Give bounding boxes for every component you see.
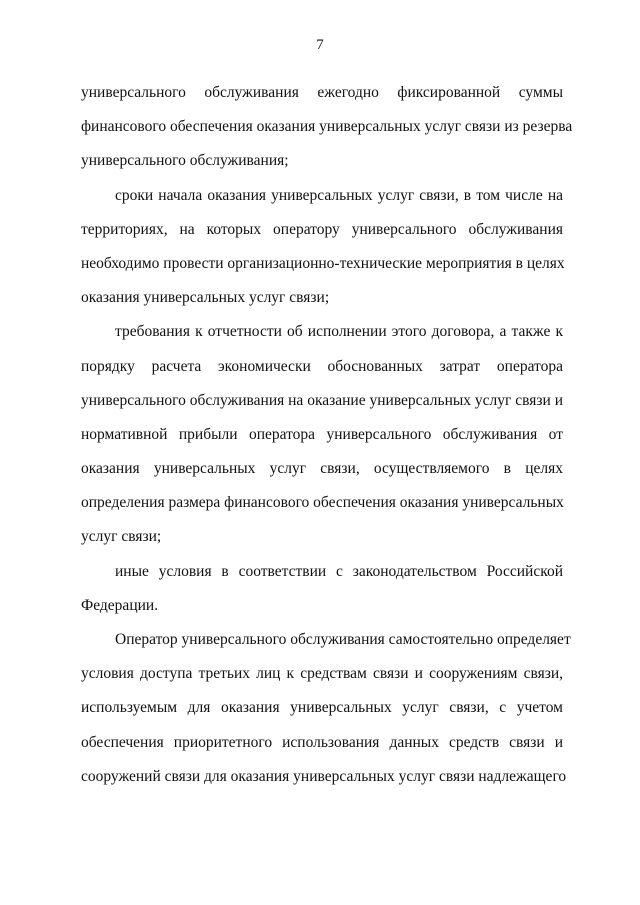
text-line: универсального обслуживания на оказание универсальных услуг связи и (81, 391, 563, 409)
text-line: универсального обслуживания ежегодно фиксированной суммы (81, 84, 563, 101)
text-line: Оператор универсального обслуживания самостоятельно определяет (115, 631, 571, 648)
text-line: универсального обслуживания; (81, 152, 289, 170)
text-line: оказания универсальных услуг связи, осуществляемого в целях (81, 460, 563, 478)
text-line: территориях, на которых оператору универсального обслуживания (81, 220, 563, 238)
text-line: иные условия в соответствии с законодательством Российской (115, 562, 563, 580)
text-line: используемым для оказания универсальных услуг связи, с учетом (81, 699, 563, 717)
text-line: определения размера финансового обеспечения оказания универсальных (81, 494, 564, 512)
page-number: 7 (316, 37, 324, 53)
text-line: требования к отчетности об исполнении этого договора, а также к (115, 323, 563, 341)
text-line: нормативной прибыли оператора универсального обслуживания от (81, 425, 563, 443)
text-line: оказания универсальных услуг связи; (81, 289, 330, 307)
text-line: порядку расчета экономически обоснованных затрат оператора (81, 357, 563, 375)
body-text (81, 76, 573, 794)
text-line: обеспечения приоритетного использования данных средств связи и (81, 733, 563, 751)
text-line: необходимо провести организационно-технические мероприятия в целях (81, 254, 565, 272)
text-line: Федерации. (81, 596, 159, 614)
text-line: условия доступа третьих лиц к средствам связи и сооружениям связи, (81, 665, 563, 683)
text-line: услуг связи; (81, 528, 162, 546)
text-line: сроки начала оказания универсальных услуг связи, в том числе на (115, 186, 563, 204)
text-line: сооружений связи для оказания универсальных услуг связи надлежащего (81, 767, 567, 785)
text-line: финансового обеспечения оказания универсальных услуг связи из резерва (81, 118, 573, 136)
